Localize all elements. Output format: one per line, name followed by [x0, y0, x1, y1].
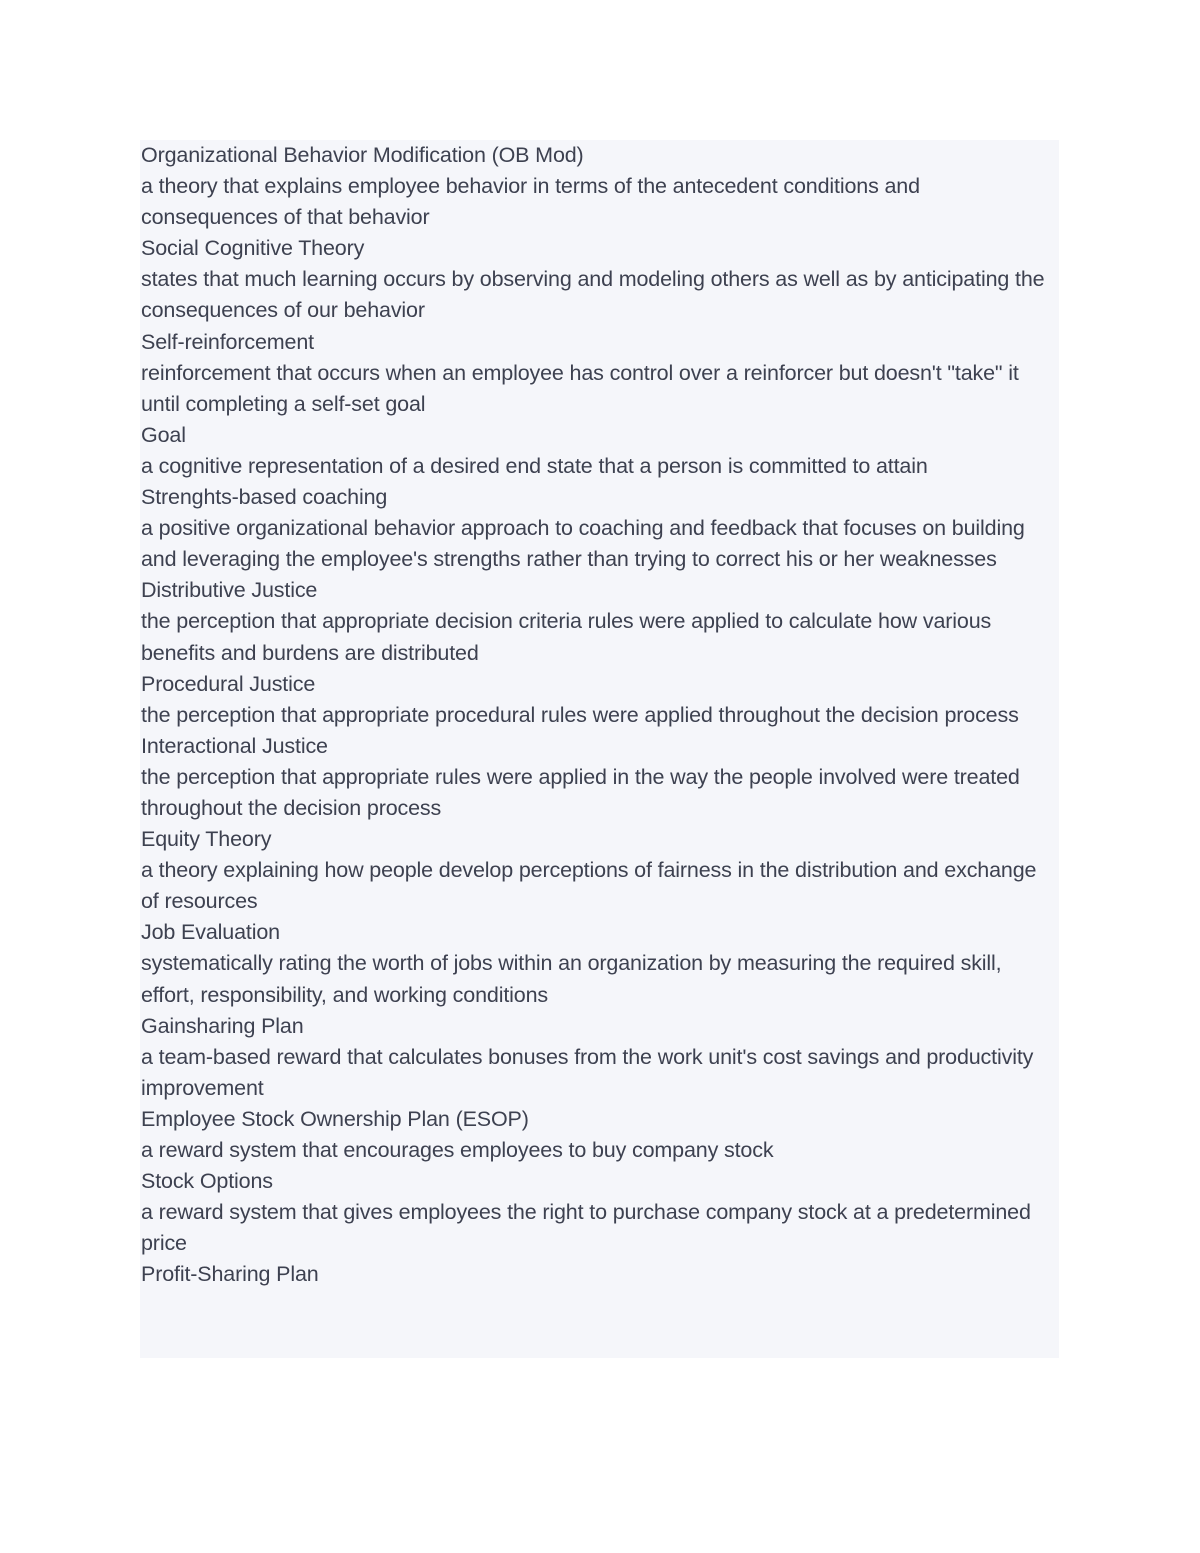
term: Stock Options [141, 1169, 273, 1194]
term: Organizational Behavior Modification (OB Mod) [141, 143, 584, 167]
definition: a team-based reward that calculates bonuses from the work unit's cost savings and productivity improvement [141, 1044, 1034, 1100]
term: Gainsharing Plan [141, 1013, 304, 1038]
definition: systematically rating the worth of jobs within an organization by measuring the required skill, effort, responsibility, and working conditions [141, 951, 1002, 1007]
definition: a reward system that gives employees the right to purchase company stock at a predetermined price [141, 1200, 1031, 1256]
term: Distributive Justice [141, 578, 318, 603]
definition: a cognitive representation of a desired end state that a person is committed to attain [141, 453, 928, 478]
definition: the perception that appropriate rules were applied in the way the people involved were treated throughout the decision process [141, 764, 1020, 820]
definition: the perception that appropriate decision criteria rules were applied to calculate how various benefits and burdens are distributed [141, 609, 992, 665]
term: Procedural Justice [141, 671, 316, 696]
definition: the perception that appropriate procedural rules were applied throughout the decision process [141, 702, 1019, 727]
definition: a positive organizational behavior approach to coaching and feedback that focuses on building and leveraging the employee's strengths rather than trying to correct his or her weaknesses [141, 516, 1025, 572]
term: Self-reinforcement [141, 329, 314, 354]
flashcard-text-block [140, 140, 1059, 1358]
definition: reinforcement that occurs when an employee has control over a reinforcer but doesn't "take" it until completing a self-set goal [141, 360, 1019, 416]
definition: a reward system that encourages employees to buy company stock [141, 1138, 774, 1162]
term: Employee Stock Ownership Plan (ESOP) [141, 1106, 529, 1131]
definition: a theory explaining how people develop perceptions of fairness in the distribution and exchange of resources [141, 858, 1037, 914]
glossary-list [140, 140, 1059, 1290]
definition: a theory that explains employee behavior in terms of the antecedent conditions and consequences of that behavior [141, 174, 920, 230]
term: Goal [141, 422, 186, 447]
term: Interactional Justice [141, 733, 328, 758]
definition: states that much learning occurs by observing and modeling others as well as by anticipating the consequences of our behavior [141, 267, 1045, 323]
term: Job Evaluation [141, 920, 280, 945]
term: Strenghts-based coaching [141, 485, 388, 510]
term: Profit-Sharing Plan [141, 1262, 319, 1287]
term: Social Cognitive Theory [141, 236, 365, 261]
term: Equity Theory [141, 827, 272, 852]
